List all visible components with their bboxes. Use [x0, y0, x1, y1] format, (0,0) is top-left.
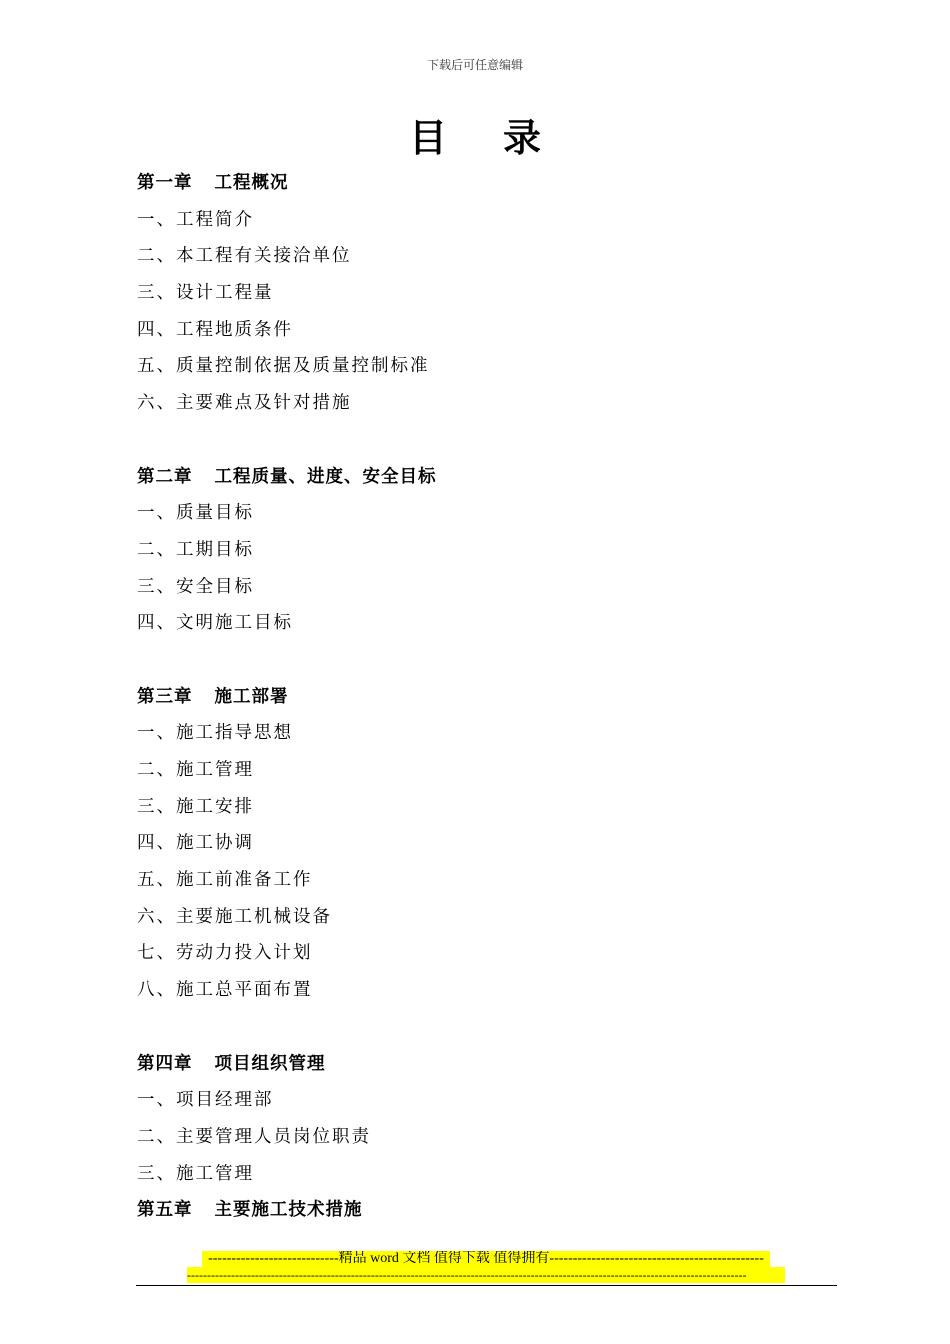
chapter-3-title: 施工部署	[214, 686, 289, 707]
footer-divider	[136, 1285, 837, 1286]
toc-item[interactable]: 一、工程简介	[137, 209, 254, 230]
toc-item[interactable]: 八、施工总平面布置	[137, 980, 313, 1001]
toc-item[interactable]: 二、施工管理	[137, 760, 254, 780]
toc-item[interactable]: 四、文明施工目标	[137, 613, 293, 634]
toc-item[interactable]: 三、设计工程量	[137, 283, 274, 304]
toc-item[interactable]: 二、本工程有关接洽单位	[137, 246, 352, 267]
toc-item[interactable]: 一、施工指导思想	[137, 723, 293, 744]
chapter-1-label: 第一章	[137, 173, 193, 193]
chapter-1-title: 工程概况	[214, 173, 289, 193]
chapter-2-title: 工程质量、进度、安全目标	[214, 466, 437, 487]
toc-item[interactable]: 二、主要管理人员岗位职责	[137, 1126, 371, 1147]
chapter-5-label: 第五章	[137, 1200, 193, 1221]
chapter-3-label: 第三章	[137, 686, 193, 707]
toc-item[interactable]: 三、施工管理	[137, 1163, 254, 1184]
toc-item[interactable]: 六、主要施工机械设备	[137, 906, 332, 927]
chapter-4-title: 项目组织管理	[214, 1053, 326, 1074]
spacer	[137, 422, 837, 459]
chapter-4-label: 第四章	[137, 1053, 193, 1074]
chapter-1-heading[interactable]	[137, 165, 837, 202]
footer-dash-line: --------------------------------------------------------------------------------------------------------------------------------------------	[187, 1267, 785, 1283]
toc-item[interactable]: 七、劳动力投入计划	[137, 943, 313, 964]
footer-promo-line: ----------------------------精品 word 文档 值得下载 值得拥有----------------------------------------------	[202, 1251, 770, 1267]
toc-item[interactable]: 四、工程地质条件	[137, 319, 293, 340]
toc-item[interactable]: 二、工期目标	[137, 539, 254, 560]
chapter-5-title: 主要施工技术措施	[214, 1200, 363, 1221]
toc-title: 目录	[408, 115, 597, 160]
table-of-contents	[137, 165, 837, 1229]
toc-item[interactable]: 四、施工协调	[137, 833, 254, 854]
spacer	[137, 642, 837, 679]
toc-item[interactable]: 一、质量目标	[137, 503, 254, 524]
toc-item[interactable]: 五、质量控制依据及质量控制标准	[137, 356, 430, 377]
chapter-5-heading[interactable]	[137, 1192, 837, 1229]
toc-item[interactable]: 五、施工前准备工作	[137, 870, 313, 891]
page-header: 下载后可任意编辑	[426, 58, 523, 72]
chapter-3-heading[interactable]	[137, 679, 837, 716]
toc-item[interactable]: 三、安全目标	[137, 576, 254, 597]
spacer	[137, 1009, 837, 1046]
chapter-4-heading[interactable]	[137, 1046, 837, 1083]
chapter-2-heading[interactable]	[137, 459, 837, 496]
toc-item[interactable]: 三、施工安排	[137, 796, 254, 817]
chapter-2-label: 第二章	[137, 466, 193, 487]
toc-item[interactable]: 一、项目经理部	[137, 1090, 274, 1111]
toc-item[interactable]: 六、主要难点及针对措施	[137, 393, 352, 414]
